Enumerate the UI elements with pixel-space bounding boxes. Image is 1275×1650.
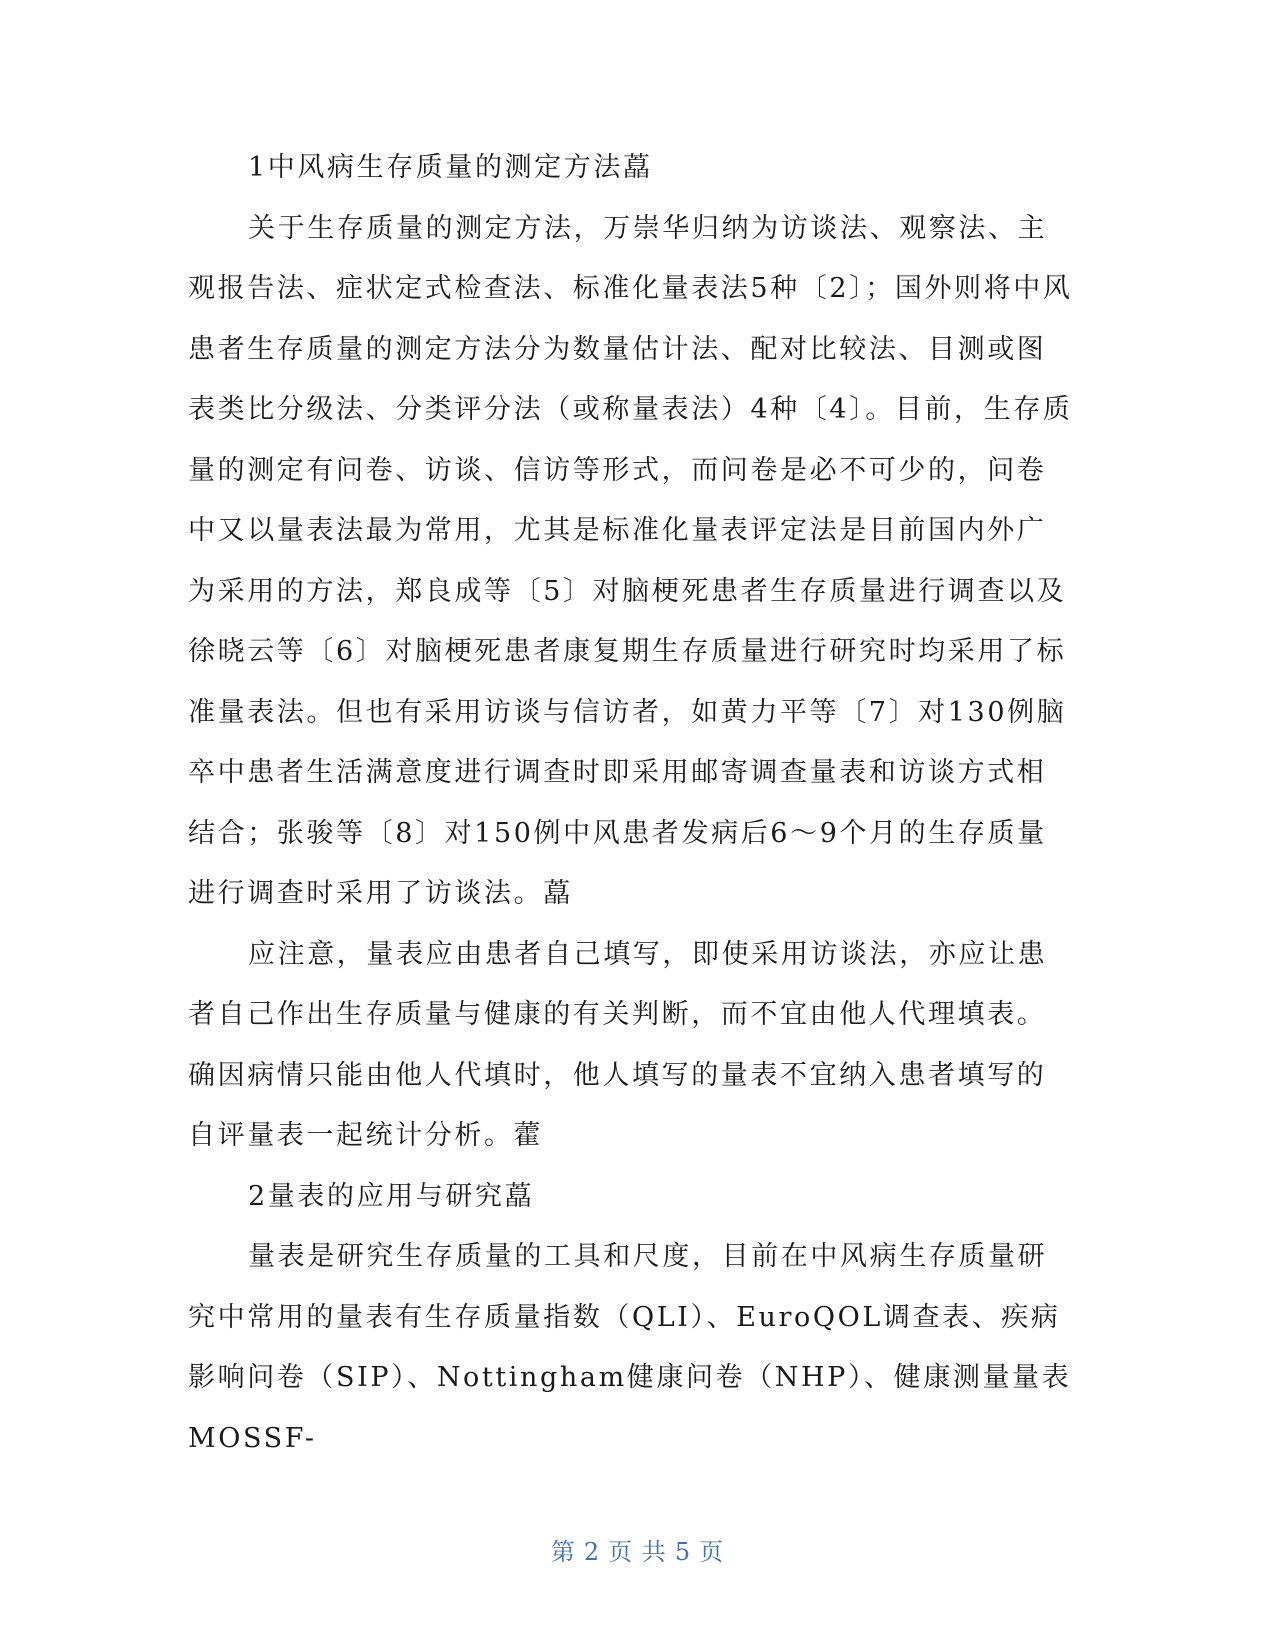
body-paragraph: 应注意，量表应由患者自己填写，即使采用访谈法，亦应让患者自己作出生存质量与健康的有关判断，而不宜由他人代理填表。确因病情只能由他人代填时，他人填写的量表不宜纳入患者填写的自评量表一起统计分析。藿 [188,938,1048,1151]
body-paragraph: 量表是研究生存质量的工具和尺度，目前在中风病生存质量研究中常用的量表有生存质量指数（QLI）、EuroQOL调查表、疾病影响问卷（SIP）、Nottingham健康问卷（NHP）、健康测量量表MOSSF- [188,1241,1072,1454]
page-footer [0,1532,1275,1567]
page-label-middle: 页 共 [608,1538,667,1566]
section-heading-1: 1中风病生存质量的测定方法藠 [248,152,653,183]
page-label-prefix: 第 [550,1538,576,1566]
section-heading-2: 2量表的应用与研究藠 [248,1180,535,1212]
total-pages-number: 5 [674,1538,692,1566]
page-label-suffix: 页 [699,1538,725,1566]
current-page-number: 2 [583,1538,601,1566]
document-body [188,138,1073,1469]
body-paragraph: 关于生存质量的测定方法，万崇华归纳为访谈法、观察法、主观报告法、症状定式检查法、标准化量表法5种〔2〕；国外则将中风患者生存质量的测定方法分为数量估计法、配对比较法、目测或图表类比分级法、分类评分法（或称量表法）4种〔4〕。目前，生存质量的测定有问卷、访谈、信访等形式，而问卷是必不可少的，问卷中又以量表法最为常用，尤其是标准化量表评定法是目前国内外广为采用的方法，郑良成等〔5〕对脑梗死患者生存质量进行调查以及徐晓云等〔6〕对脑梗死患者康复期生存质量进行研究时均采用了标准量表法。但也有采用访谈与信访者，如黄力平等〔7〕对130例脑卒中患者生活满意度进行调查时即采用邮寄调查量表和访谈方式相结合；张骏等〔8〕对150例中风患者发病后6～9个月的生存质量进行调查时采用了访谈法。藠 [188,212,1073,909]
